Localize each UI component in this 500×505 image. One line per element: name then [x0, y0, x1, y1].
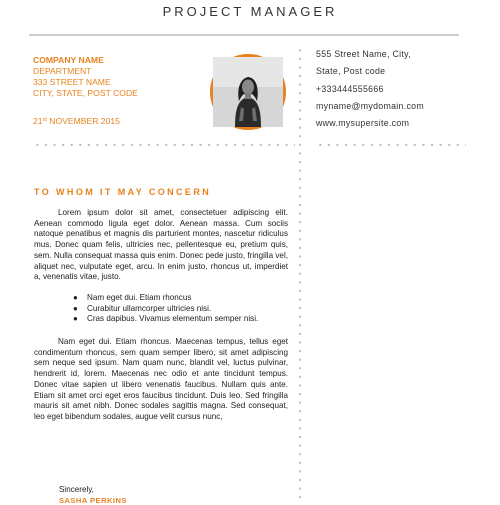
contact-email[interactable]: myname@mydomain.com — [316, 100, 425, 111]
sender-block — [33, 55, 213, 127]
contact-address-line1: 555 Street Name, City, — [316, 49, 411, 59]
department: DEPARTMENT — [33, 66, 92, 76]
dotted-divider-right — [316, 144, 466, 146]
list-item — [73, 303, 288, 315]
profile-photo — [210, 54, 286, 130]
bullet-icon: ● — [73, 303, 78, 313]
contact-phone: +333444555666 — [316, 83, 384, 94]
date-month-year: NOVEMBER 2015 — [46, 116, 120, 126]
letter-date — [33, 115, 213, 127]
list-item-text: Nam eget dui. Etiam rhoncus — [87, 292, 192, 302]
dotted-column-divider — [299, 46, 301, 500]
contact-block — [316, 46, 486, 132]
job-title: PROJECT MANAGER — [162, 4, 338, 19]
top-divider — [29, 34, 459, 36]
bullet-icon: ● — [73, 292, 78, 302]
company-name: COMPANY NAME — [33, 55, 104, 65]
letter-body — [34, 208, 288, 423]
paragraph-2: Nam eget dui. Etiam rhoncus. Maecenas tempus, tellus eget condimentum rhoncus, sem quam semper libero, sit amet adipiscing sem neque sed ipsum. Nam quam nunc, blandit vel, luctus pulvinar, hendrerit id, lorem. Maecenas nec odio et ante tincidunt tempus. Donec vitae sapien ut libero venenatis faucibus. Nullam quis ante. Etiam sit amet orci eget eros faucibus tincidunt. Duis leo. Sed fringilla mauris sit amet nibh. Donec sodales sagittis magna. Sed consequat, leo eget bibendum sodales, augue velit cursus nunc, — [34, 337, 288, 421]
date-suffix: st — [42, 117, 47, 123]
contact-address-line2: State, Post code — [316, 66, 386, 77]
bullet-list — [73, 292, 288, 325]
paragraph-1: Lorem ipsum dolor sit amet, consectetuer adipiscing elit. Aenean commodo ligula eget dolor. Aenean massa. Cum sociis natoque penatibus et magnis dis parturient montes, nascetur ridiculus mus. Donec quam felis, ultricies nec, pellentesque eu, pretium quis, sem. Nulla consequat massa quis enim. Donec pede justo, fringilla vel, aliquet nec, vulputate eget, arcu. In enim justo, rhoncus ut, imperdiet a, venenatis vitae, justo. — [34, 208, 288, 282]
dotted-divider-left — [33, 144, 295, 146]
closing: Sincerely, — [59, 485, 94, 494]
list-item-text: Curabitur ullamcorper ultricies nisi. — [87, 303, 212, 313]
list-item-text: Cras dapibus. Vivamus elementum semper nisi. — [87, 314, 259, 324]
sender-street: 333 STREET NAME — [33, 77, 111, 87]
bullet-icon: ● — [73, 314, 78, 324]
salutation: TO WHOM IT MAY CONCERN — [34, 187, 212, 197]
list-item — [73, 314, 288, 325]
contact-website[interactable]: www.mysupersite.com — [316, 118, 410, 129]
date-day: 21 — [33, 116, 43, 126]
sender-city: CITY, STATE, POST CODE — [33, 88, 138, 98]
portrait-image — [213, 57, 283, 127]
signer-name: SASHA PERKINS — [59, 496, 127, 505]
list-item — [73, 292, 288, 304]
